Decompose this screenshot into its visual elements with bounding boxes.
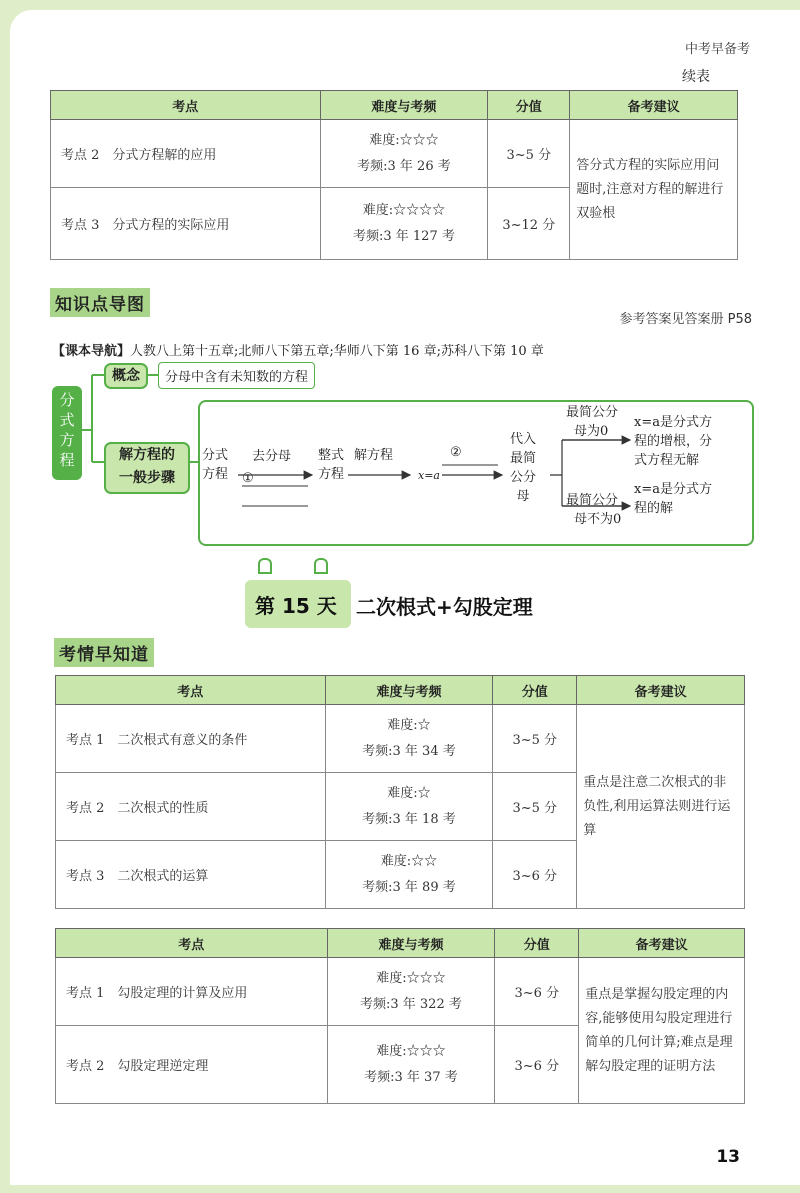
- frequency-text: 考频:3 年 127 考: [353, 228, 455, 244]
- score-cell: 3~6 分: [493, 841, 577, 909]
- table-row: [56, 705, 745, 773]
- frequency-text: 考频:3 年 34 考: [362, 743, 456, 759]
- frequency-text: 考频:3 年 37 考: [364, 1069, 458, 1085]
- topic-cell: 考点 3 二次根式的运算: [56, 841, 326, 909]
- col-header-difficulty: 难度与考频: [325, 676, 493, 705]
- result-extraneous-root: [634, 413, 712, 470]
- step-fractional-equation: [202, 446, 228, 484]
- col-header-topic: 考点: [56, 929, 328, 958]
- step-label-line: 整式: [318, 448, 345, 463]
- mindmap-root-fractional-equation: 分式方程: [52, 386, 82, 480]
- difficulty-cell: [325, 705, 493, 773]
- topic-cell: 考点 2 勾股定理逆定理: [56, 1026, 328, 1104]
- topic-cell: 考点 3 分式方程的实际应用: [51, 188, 321, 260]
- x-equals-a: x=a: [418, 469, 440, 482]
- difficulty-text: 难度:☆: [387, 785, 431, 801]
- topic-cell: 考点 1 二次根式有意义的条件: [56, 705, 326, 773]
- table-header-row: [56, 676, 745, 705]
- difficulty-cell: [325, 841, 493, 909]
- result-line: x=a是分式方: [634, 482, 712, 497]
- result-line: 式方程无解: [634, 453, 700, 468]
- calendar-ring-icon: [314, 558, 328, 574]
- steps-label-line2: 一般步骤: [119, 470, 175, 486]
- exam-section-title: 考情早知道: [54, 638, 154, 667]
- result-valid-solution: [634, 480, 712, 518]
- col-header-suggestion: 备考建议: [577, 676, 745, 705]
- difficulty-cell: [327, 1026, 495, 1104]
- score-cell: 3~5 分: [493, 773, 577, 841]
- cond-line: 最简公分: [566, 493, 619, 508]
- mindmap-section-title: 知识点导图: [50, 288, 150, 317]
- score-cell: 3~5 分: [493, 705, 577, 773]
- col-header-difficulty: 难度与考频: [320, 91, 488, 120]
- difficulty-text: 难度:☆: [387, 717, 431, 733]
- blank-1: ①: [242, 471, 254, 486]
- table-row: [56, 958, 745, 1026]
- table-header-row: [56, 929, 745, 958]
- calendar-ring-icon: [258, 558, 272, 574]
- col-header-suggestion: 备考建议: [579, 929, 745, 958]
- score-cell: 3~5 分: [488, 120, 570, 188]
- day-label: 第 15 天: [255, 594, 337, 618]
- col-header-suggestion: 备考建议: [570, 91, 738, 120]
- difficulty-text: 难度:☆☆☆: [369, 132, 439, 148]
- col-header-score: 分值: [488, 91, 570, 120]
- difficulty-cell: [325, 773, 493, 841]
- continued-label: 续表: [682, 69, 710, 85]
- score-cell: 3~12 分: [488, 188, 570, 260]
- frequency-text: 考频:3 年 18 考: [362, 811, 456, 827]
- col-header-score: 分值: [493, 676, 577, 705]
- textbook-nav-text: 人教八上第十五章;北师八下第五章;华师八下第 16 章;苏科八下第 10 章: [130, 344, 544, 359]
- frequency-text: 考频:3 年 26 考: [357, 158, 451, 174]
- col-header-topic: 考点: [56, 676, 326, 705]
- result-line: 程的解: [634, 501, 674, 516]
- sub-line: 最简: [510, 451, 537, 466]
- concept-node: 概念: [104, 363, 148, 389]
- col-header-score: 分值: [495, 929, 579, 958]
- topic-cell: 考点 2 二次根式的性质: [56, 773, 326, 841]
- col-header-topic: 考点: [51, 91, 321, 120]
- condition-nonzero: [566, 491, 621, 529]
- suggestion-cell: 重点是注意二次根式的非负性,利用运算法则进行运算: [577, 705, 745, 909]
- cond-line: 母为0: [574, 424, 609, 439]
- condition-zero: [566, 403, 618, 441]
- solving-steps-node: [104, 442, 190, 494]
- col-header-difficulty: 难度与考频: [327, 929, 495, 958]
- suggestion-cell: 重点是掌握勾股定理的内容,能够使用勾股定理进行简单的几何计算;难点是理解勾股定理的证明方法: [579, 958, 745, 1104]
- step-remove-denominator: 去分母: [252, 449, 292, 464]
- steps-label-line1: 解方程的: [119, 447, 175, 463]
- step-label-line: 分式: [202, 448, 229, 463]
- result-line: x=a是分式方: [634, 415, 712, 430]
- topic-cell: 考点 1 勾股定理的计算及应用: [56, 958, 328, 1026]
- difficulty-text: 难度:☆☆☆☆: [362, 202, 446, 218]
- book-page: [10, 10, 800, 1185]
- blank-2: ②: [450, 445, 462, 460]
- day-title: 二次根式+勾股定理: [356, 595, 533, 619]
- difficulty-text: 难度:☆☆☆: [376, 970, 446, 986]
- cond-line: 母不为0: [574, 512, 622, 527]
- page-number: 13: [716, 1147, 740, 1167]
- step-polynomial-equation: [318, 446, 344, 484]
- exam-table-quadratic-radicals: [55, 675, 745, 909]
- difficulty-text: 难度:☆☆: [380, 853, 438, 869]
- score-cell: 3~6 分: [495, 958, 579, 1026]
- difficulty-cell: [327, 958, 495, 1026]
- exam-table-pythagorean-theorem: [55, 928, 745, 1104]
- step-solve-equation: 解方程: [354, 448, 394, 463]
- substitute-common-denominator: [510, 430, 536, 506]
- topic-cell: 考点 2 分式方程解的应用: [51, 120, 321, 188]
- cond-line: 最简公分: [566, 405, 619, 420]
- result-line: 程的增根，分: [634, 434, 713, 449]
- step-label-line: 方程: [318, 467, 345, 482]
- sub-line: 代入: [510, 432, 537, 447]
- suggestion-cell: 答分式方程的实际应用问题时,注意对方程的解进行双验根: [570, 120, 738, 260]
- score-cell: 3~6 分: [495, 1026, 579, 1104]
- sub-line: 母: [516, 489, 530, 504]
- difficulty-text: 难度:☆☆☆: [376, 1043, 446, 1059]
- step-label-line: 方程: [202, 467, 229, 482]
- sub-line: 公分: [510, 470, 537, 485]
- series-header: 中考早备考: [684, 42, 750, 57]
- frequency-text: 考频:3 年 89 考: [362, 879, 456, 895]
- answer-reference: 参考答案见答案册 P58: [619, 312, 752, 327]
- concept-definition: 分母中含有未知数的方程: [158, 362, 315, 389]
- textbook-nav-label: 【课本导航】: [52, 344, 131, 359]
- frequency-text: 考频:3 年 322 考: [360, 996, 462, 1012]
